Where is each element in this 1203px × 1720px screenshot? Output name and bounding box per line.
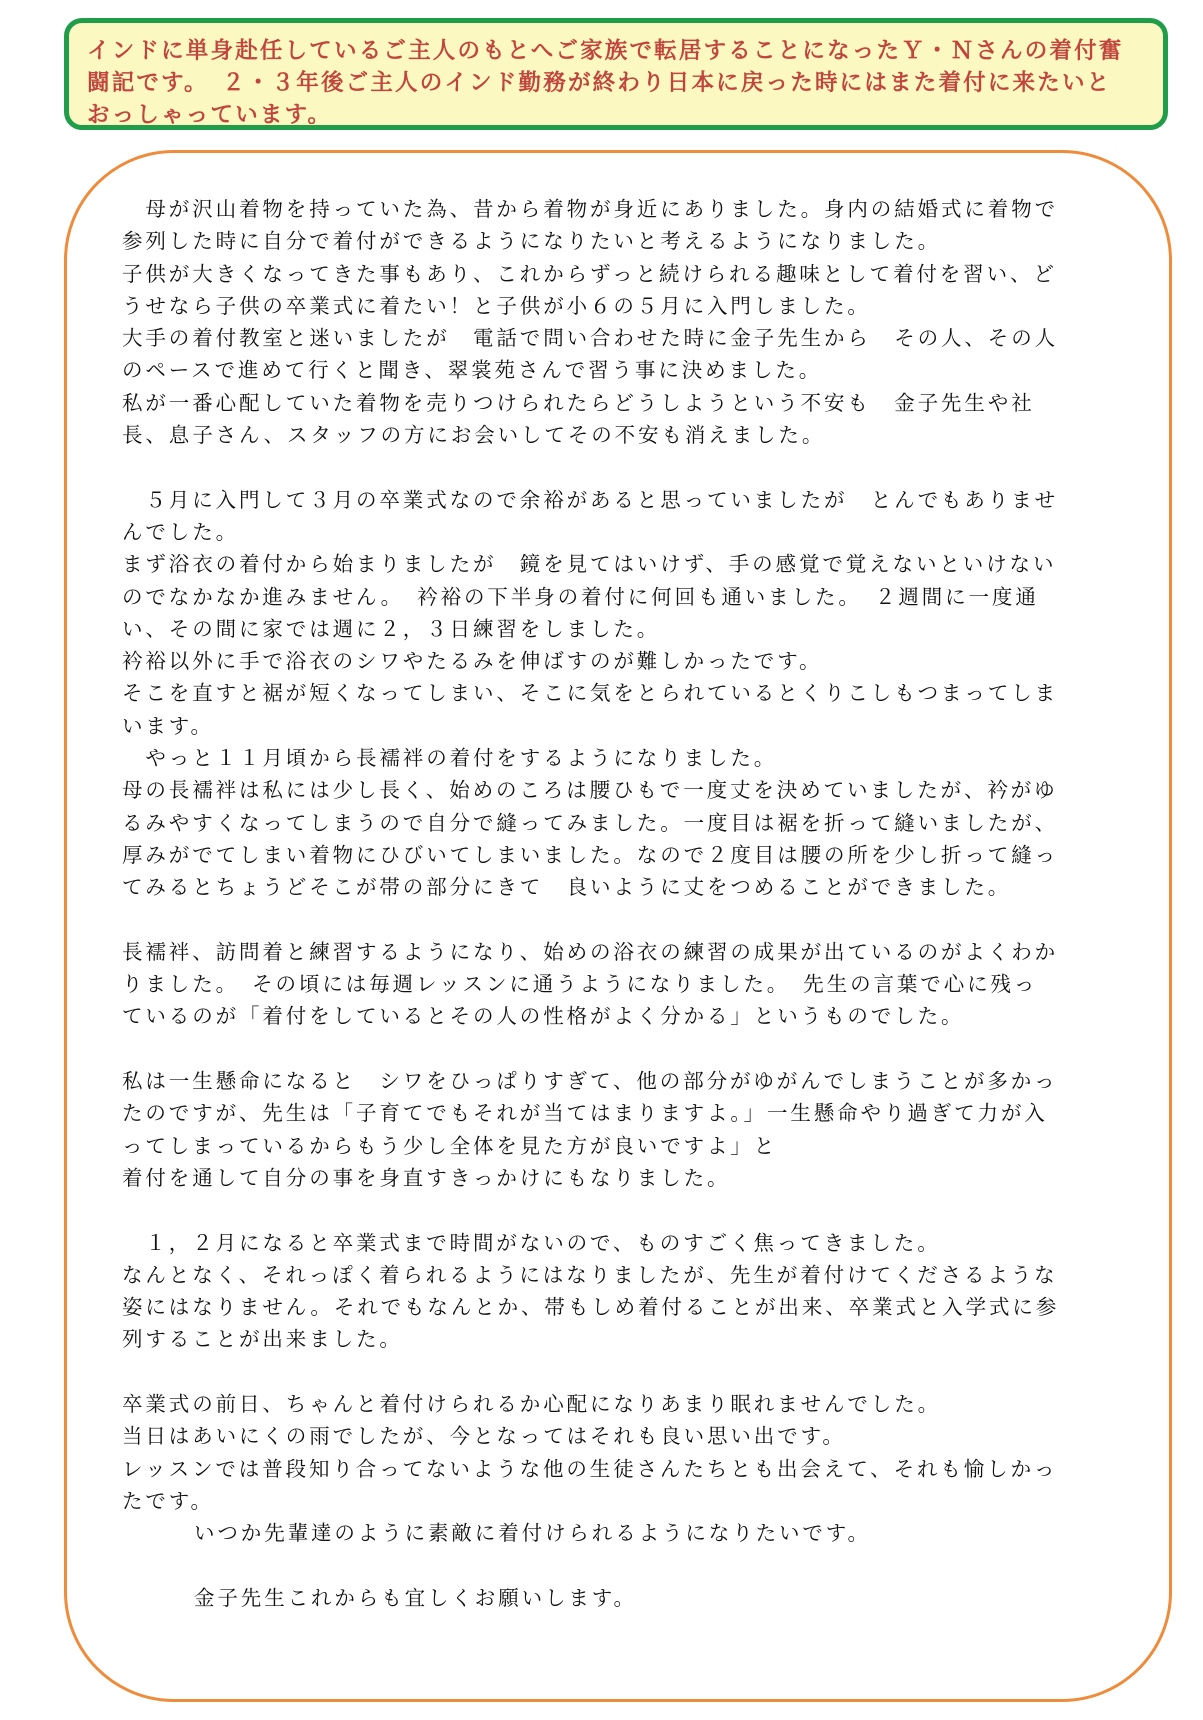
intro-box xyxy=(64,18,1168,130)
paragraph-spacer xyxy=(122,1356,1122,1388)
closing-greeting: 金子先生これからも宜しくお願いします。 xyxy=(194,1585,637,1610)
paragraph-spacer xyxy=(122,451,1122,483)
paragraph-graduation: １，２月になると卒業式まで時間がないので、ものすごく焦ってきました。 なんとなく、それっぽく着られるようにはなりましたが、先生が着付けてくださるような 姿にはなりません。それでもなんとか、帯もしめ着付ることが出来、卒業式と入学式に参 列することが出来ました。 xyxy=(122,1230,1060,1352)
paragraph-weekly-lessons: 長襦袢、訪問着と練習するようになり、始めの浴衣の練習の成果が出ているのがよくわか りました。 その頃には毎週レッスンに通うようになりました。 先生の言葉で心に残っ ているのが「着付をしているとその人の性格がよく分かる」というものでした。 xyxy=(122,939,1058,1029)
paragraph-ceremony-day: 卒業式の前日、ちゃんと着付けられるか心配になりあまり眠れませんでした。 当日はあいにくの雨でしたが、今となってはそれも良い思い出です。 レッスンでは普段知り合ってないような他の生徒さんたちとも出会えて、それも愉しかっ たです。 xyxy=(122,1391,1058,1513)
paragraph-spacer xyxy=(122,1194,1122,1226)
letter-body xyxy=(122,193,1122,1614)
paragraph-spacer xyxy=(122,1549,1122,1581)
paragraph-teacher-advice: 私は一生懸命になると シワをひっぱりすぎて、他の部分がゆがんでしまうことが多かっ たのですが、先生は「子育てでもそれが当てはまりますよ。」一生懸命やり過ぎて力が入 ってしまっているからもう少し全体を見た方が良いですよ」と 着付を通して自分の事を身直すきっかけにもなりました。 xyxy=(122,1069,1058,1190)
paragraph-yukata-practice: ５月に入門して３月の卒業式なので余裕があると思っていましたが とんでもありませ んでした。 まず浴衣の着付から始まりましたが 鏡を見てはいけず、手の感覚で覚えないといけない のでなかなか進みません。 衿裕の下半身の着付に何回も通いました。 ２週間に一度通 い、その間に家では週に２，３日練習をしました。 衿裕以外に手で浴衣のシワやたるみを伸ばすのが難しかったです。 そこを直すと裾が短くなってしまい、そこに気をとられているとくりこしもつまってしま います。 やっと１１月頃から長襦袢の着付をするようになりました。 母の長襦袢は私には少し長く、始めのころは腰ひもで一度丈を決めていましたが、衿がゆ るみやすくなってしまうので自分で縫ってみました。一度目は裾を折って縫いましたが、 厚みがでてしまい着物にひびいてしまいました。なので２度目は腰の所を少し折って縫っ てみるとちょうどそこが帯の部分にきて 良いように丈をつめることができました。 xyxy=(122,487,1058,900)
paragraph-motivation: 母が沢山着物を持っていた為、昔から着物が身近にありました。身内の結婚式に着物で 参列した時に自分で着付ができるようになりたいと考えるようになりました。 子供が大きくなってきた事もあり、これからずっと続けられる趣味として着付を習い、ど うせなら子供の卒業式に着たい！と子供が小６の５月に入門しました。 大手の着付教室と迷いましたが 電話で問い合わせた時に金子先生から その人、その人 のペースで進めて行くと聞き、翠裳苑さんで習う事に決めました。 私が一番心配していた着物を売りつけられたらどうしようという不安も 金子先生や社 長、息子さん、スタッフの方にお会いしてその不安も消えました。 xyxy=(122,197,1058,448)
paragraph-aspiration: いつか先輩達のように素敵に着付けられるようになりたいです。 xyxy=(194,1521,871,1546)
intro-text: インドに単身赴任しているご主人のもとへご家族で転居することになったＹ・Ｎさんの着付奮 闘記です。 ２・３年後ご主人のインド勤務が終わり日本に戻った時にはまた着付に来たいと おっしゃっています。 xyxy=(87,38,1124,128)
paragraph-spacer xyxy=(122,904,1122,936)
paragraph-spacer xyxy=(122,1033,1122,1065)
